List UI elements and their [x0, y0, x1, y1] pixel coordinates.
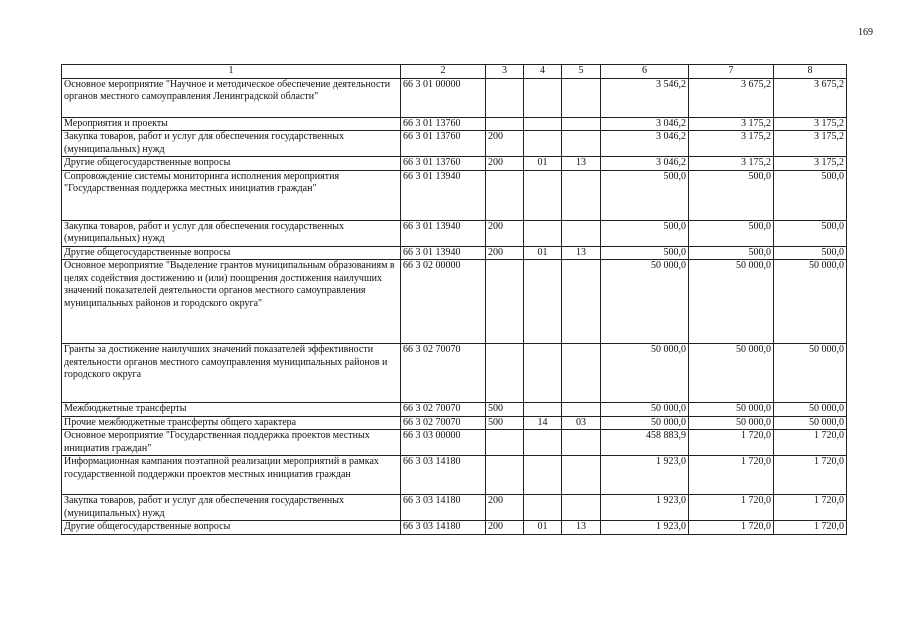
row-code: 66 3 03 14180: [401, 521, 486, 535]
row-subsection: [562, 403, 601, 417]
row-kvr: [486, 456, 524, 495]
row-section: [524, 131, 562, 157]
column-header: 3: [486, 65, 524, 79]
table-row: [62, 117, 847, 131]
row-subsection: [562, 260, 601, 344]
row-name: Другие общегосударственные вопросы: [62, 246, 401, 260]
row-value-1: 1 923,0: [601, 456, 689, 495]
row-name: Другие общегосударственные вопросы: [62, 521, 401, 535]
row-section: [524, 78, 562, 117]
row-section: [524, 456, 562, 495]
row-value-3: 50 000,0: [774, 416, 847, 430]
row-code: 66 3 03 14180: [401, 495, 486, 521]
row-section: [524, 170, 562, 220]
row-section: [524, 344, 562, 403]
row-code: 66 3 02 70070: [401, 416, 486, 430]
row-value-2: 500,0: [689, 246, 774, 260]
row-value-3: 3 175,2: [774, 117, 847, 131]
row-subsection: 03: [562, 416, 601, 430]
row-value-2: 3 175,2: [689, 157, 774, 171]
row-name: Мероприятия и проекты: [62, 117, 401, 131]
row-name: Закупка товаров, работ и услуг для обеспечения государственных (муниципальных) нужд: [62, 220, 401, 246]
row-code: 66 3 01 00000: [401, 78, 486, 117]
row-kvr: 200: [486, 220, 524, 246]
row-value-3: 500,0: [774, 220, 847, 246]
row-kvr: [486, 430, 524, 456]
row-code: 66 3 01 13940: [401, 170, 486, 220]
row-value-1: 458 883,9: [601, 430, 689, 456]
table-row: [62, 157, 847, 171]
row-value-3: 500,0: [774, 170, 847, 220]
table-row: [62, 131, 847, 157]
table-row: [62, 403, 847, 417]
row-value-3: 1 720,0: [774, 521, 847, 535]
row-code: 66 3 01 13760: [401, 157, 486, 171]
row-section: 01: [524, 157, 562, 171]
row-value-3: 3 175,2: [774, 131, 847, 157]
row-name: Основное мероприятие "Научное и методическое обеспечение деятельности органов местного самоуправления Ленинградской области": [62, 78, 401, 117]
row-value-2: 1 720,0: [689, 495, 774, 521]
table-row: [62, 430, 847, 456]
row-name: Прочие межбюджетные трансферты общего характера: [62, 416, 401, 430]
table-row: [62, 78, 847, 117]
table-row: [62, 456, 847, 495]
column-header: 4: [524, 65, 562, 79]
row-subsection: [562, 495, 601, 521]
row-section: [524, 117, 562, 131]
row-code: 66 3 03 14180: [401, 456, 486, 495]
row-subsection: 13: [562, 521, 601, 535]
row-code: 66 3 02 70070: [401, 403, 486, 417]
row-subsection: [562, 430, 601, 456]
row-subsection: [562, 78, 601, 117]
row-section: [524, 495, 562, 521]
row-name: Информационная кампания поэтапной реализации мероприятий в рамках государственной поддержки проектов местных инициатив граждан: [62, 456, 401, 495]
row-value-2: 50 000,0: [689, 416, 774, 430]
row-kvr: [486, 78, 524, 117]
row-value-1: 1 923,0: [601, 495, 689, 521]
row-name: Закупка товаров, работ и услуг для обеспечения государственных (муниципальных) нужд: [62, 495, 401, 521]
row-name: Гранты за достижение наилучших значений показателей эффективности деятельности органов местного самоуправления муниципальных районов и городского округа: [62, 344, 401, 403]
row-value-1: 500,0: [601, 246, 689, 260]
row-value-1: 3 046,2: [601, 131, 689, 157]
row-value-2: 1 720,0: [689, 456, 774, 495]
row-name: Закупка товаров, работ и услуг для обеспечения государственных (муниципальных) нужд: [62, 131, 401, 157]
table-row: [62, 260, 847, 344]
budget-table: [61, 64, 847, 535]
row-value-3: 3 175,2: [774, 157, 847, 171]
row-kvr: 200: [486, 157, 524, 171]
row-subsection: [562, 170, 601, 220]
row-section: [524, 220, 562, 246]
row-value-2: 50 000,0: [689, 344, 774, 403]
row-value-1: 1 923,0: [601, 521, 689, 535]
row-section: [524, 403, 562, 417]
table-row: [62, 521, 847, 535]
page-number: 169: [858, 27, 873, 38]
table-row: [62, 220, 847, 246]
row-kvr: 500: [486, 403, 524, 417]
row-value-2: 1 720,0: [689, 521, 774, 535]
row-kvr: [486, 344, 524, 403]
row-value-3: 500,0: [774, 246, 847, 260]
row-kvr: [486, 117, 524, 131]
row-section: 14: [524, 416, 562, 430]
row-section: 01: [524, 246, 562, 260]
row-value-3: 1 720,0: [774, 495, 847, 521]
row-subsection: 13: [562, 157, 601, 171]
row-value-2: 3 175,2: [689, 117, 774, 131]
row-value-3: 1 720,0: [774, 456, 847, 495]
column-header: 7: [689, 65, 774, 79]
row-name: Основное мероприятие "Выделение грантов муниципальным образованиям в целях содействия достижению и (или) поощрения достижения наилучших значений показателей деятельности органов местного самоуправления муниципальных районов и городского округа": [62, 260, 401, 344]
row-value-3: 50 000,0: [774, 344, 847, 403]
row-subsection: [562, 117, 601, 131]
row-value-2: 3 675,2: [689, 78, 774, 117]
row-subsection: [562, 220, 601, 246]
row-value-2: 500,0: [689, 170, 774, 220]
row-value-1: 50 000,0: [601, 403, 689, 417]
row-value-1: 50 000,0: [601, 416, 689, 430]
row-value-1: 500,0: [601, 170, 689, 220]
column-header: 5: [562, 65, 601, 79]
table-row: [62, 246, 847, 260]
row-kvr: 200: [486, 246, 524, 260]
row-code: 66 3 01 13760: [401, 131, 486, 157]
row-subsection: [562, 456, 601, 495]
column-header: 6: [601, 65, 689, 79]
row-value-1: 3 546,2: [601, 78, 689, 117]
row-code: 66 3 02 70070: [401, 344, 486, 403]
column-header: 2: [401, 65, 486, 79]
row-subsection: [562, 131, 601, 157]
row-subsection: [562, 344, 601, 403]
row-value-2: 50 000,0: [689, 260, 774, 344]
row-value-1: 3 046,2: [601, 157, 689, 171]
row-value-1: 3 046,2: [601, 117, 689, 131]
row-value-2: 3 175,2: [689, 131, 774, 157]
row-value-2: 1 720,0: [689, 430, 774, 456]
row-value-1: 50 000,0: [601, 260, 689, 344]
row-value-3: 1 720,0: [774, 430, 847, 456]
column-header: 1: [62, 65, 401, 79]
table-row: [62, 495, 847, 521]
row-section: [524, 260, 562, 344]
row-value-3: 50 000,0: [774, 403, 847, 417]
row-kvr: 200: [486, 495, 524, 521]
row-kvr: [486, 260, 524, 344]
row-subsection: 13: [562, 246, 601, 260]
row-name: Другие общегосударственные вопросы: [62, 157, 401, 171]
row-kvr: 200: [486, 131, 524, 157]
row-name: Сопровождение системы мониторинга исполнения мероприятия "Государственная поддержка местных инициатив граждан": [62, 170, 401, 220]
row-code: 66 3 01 13940: [401, 246, 486, 260]
table-row: [62, 416, 847, 430]
row-code: 66 3 01 13760: [401, 117, 486, 131]
row-value-3: 3 675,2: [774, 78, 847, 117]
table-row: [62, 170, 847, 220]
row-value-2: 50 000,0: [689, 403, 774, 417]
row-code: 66 3 01 13940: [401, 220, 486, 246]
row-value-1: 50 000,0: [601, 344, 689, 403]
row-code: 66 3 03 00000: [401, 430, 486, 456]
row-kvr: 500: [486, 416, 524, 430]
row-value-2: 500,0: [689, 220, 774, 246]
column-header-row: [62, 65, 847, 79]
column-header: 8: [774, 65, 847, 79]
row-kvr: [486, 170, 524, 220]
row-section: 01: [524, 521, 562, 535]
row-code: 66 3 02 00000: [401, 260, 486, 344]
row-section: [524, 430, 562, 456]
row-value-1: 500,0: [601, 220, 689, 246]
row-kvr: 200: [486, 521, 524, 535]
table-row: [62, 344, 847, 403]
row-name: Основное мероприятие "Государственная поддержка проектов местных инициатив граждан": [62, 430, 401, 456]
row-value-3: 50 000,0: [774, 260, 847, 344]
row-name: Межбюджетные трансферты: [62, 403, 401, 417]
